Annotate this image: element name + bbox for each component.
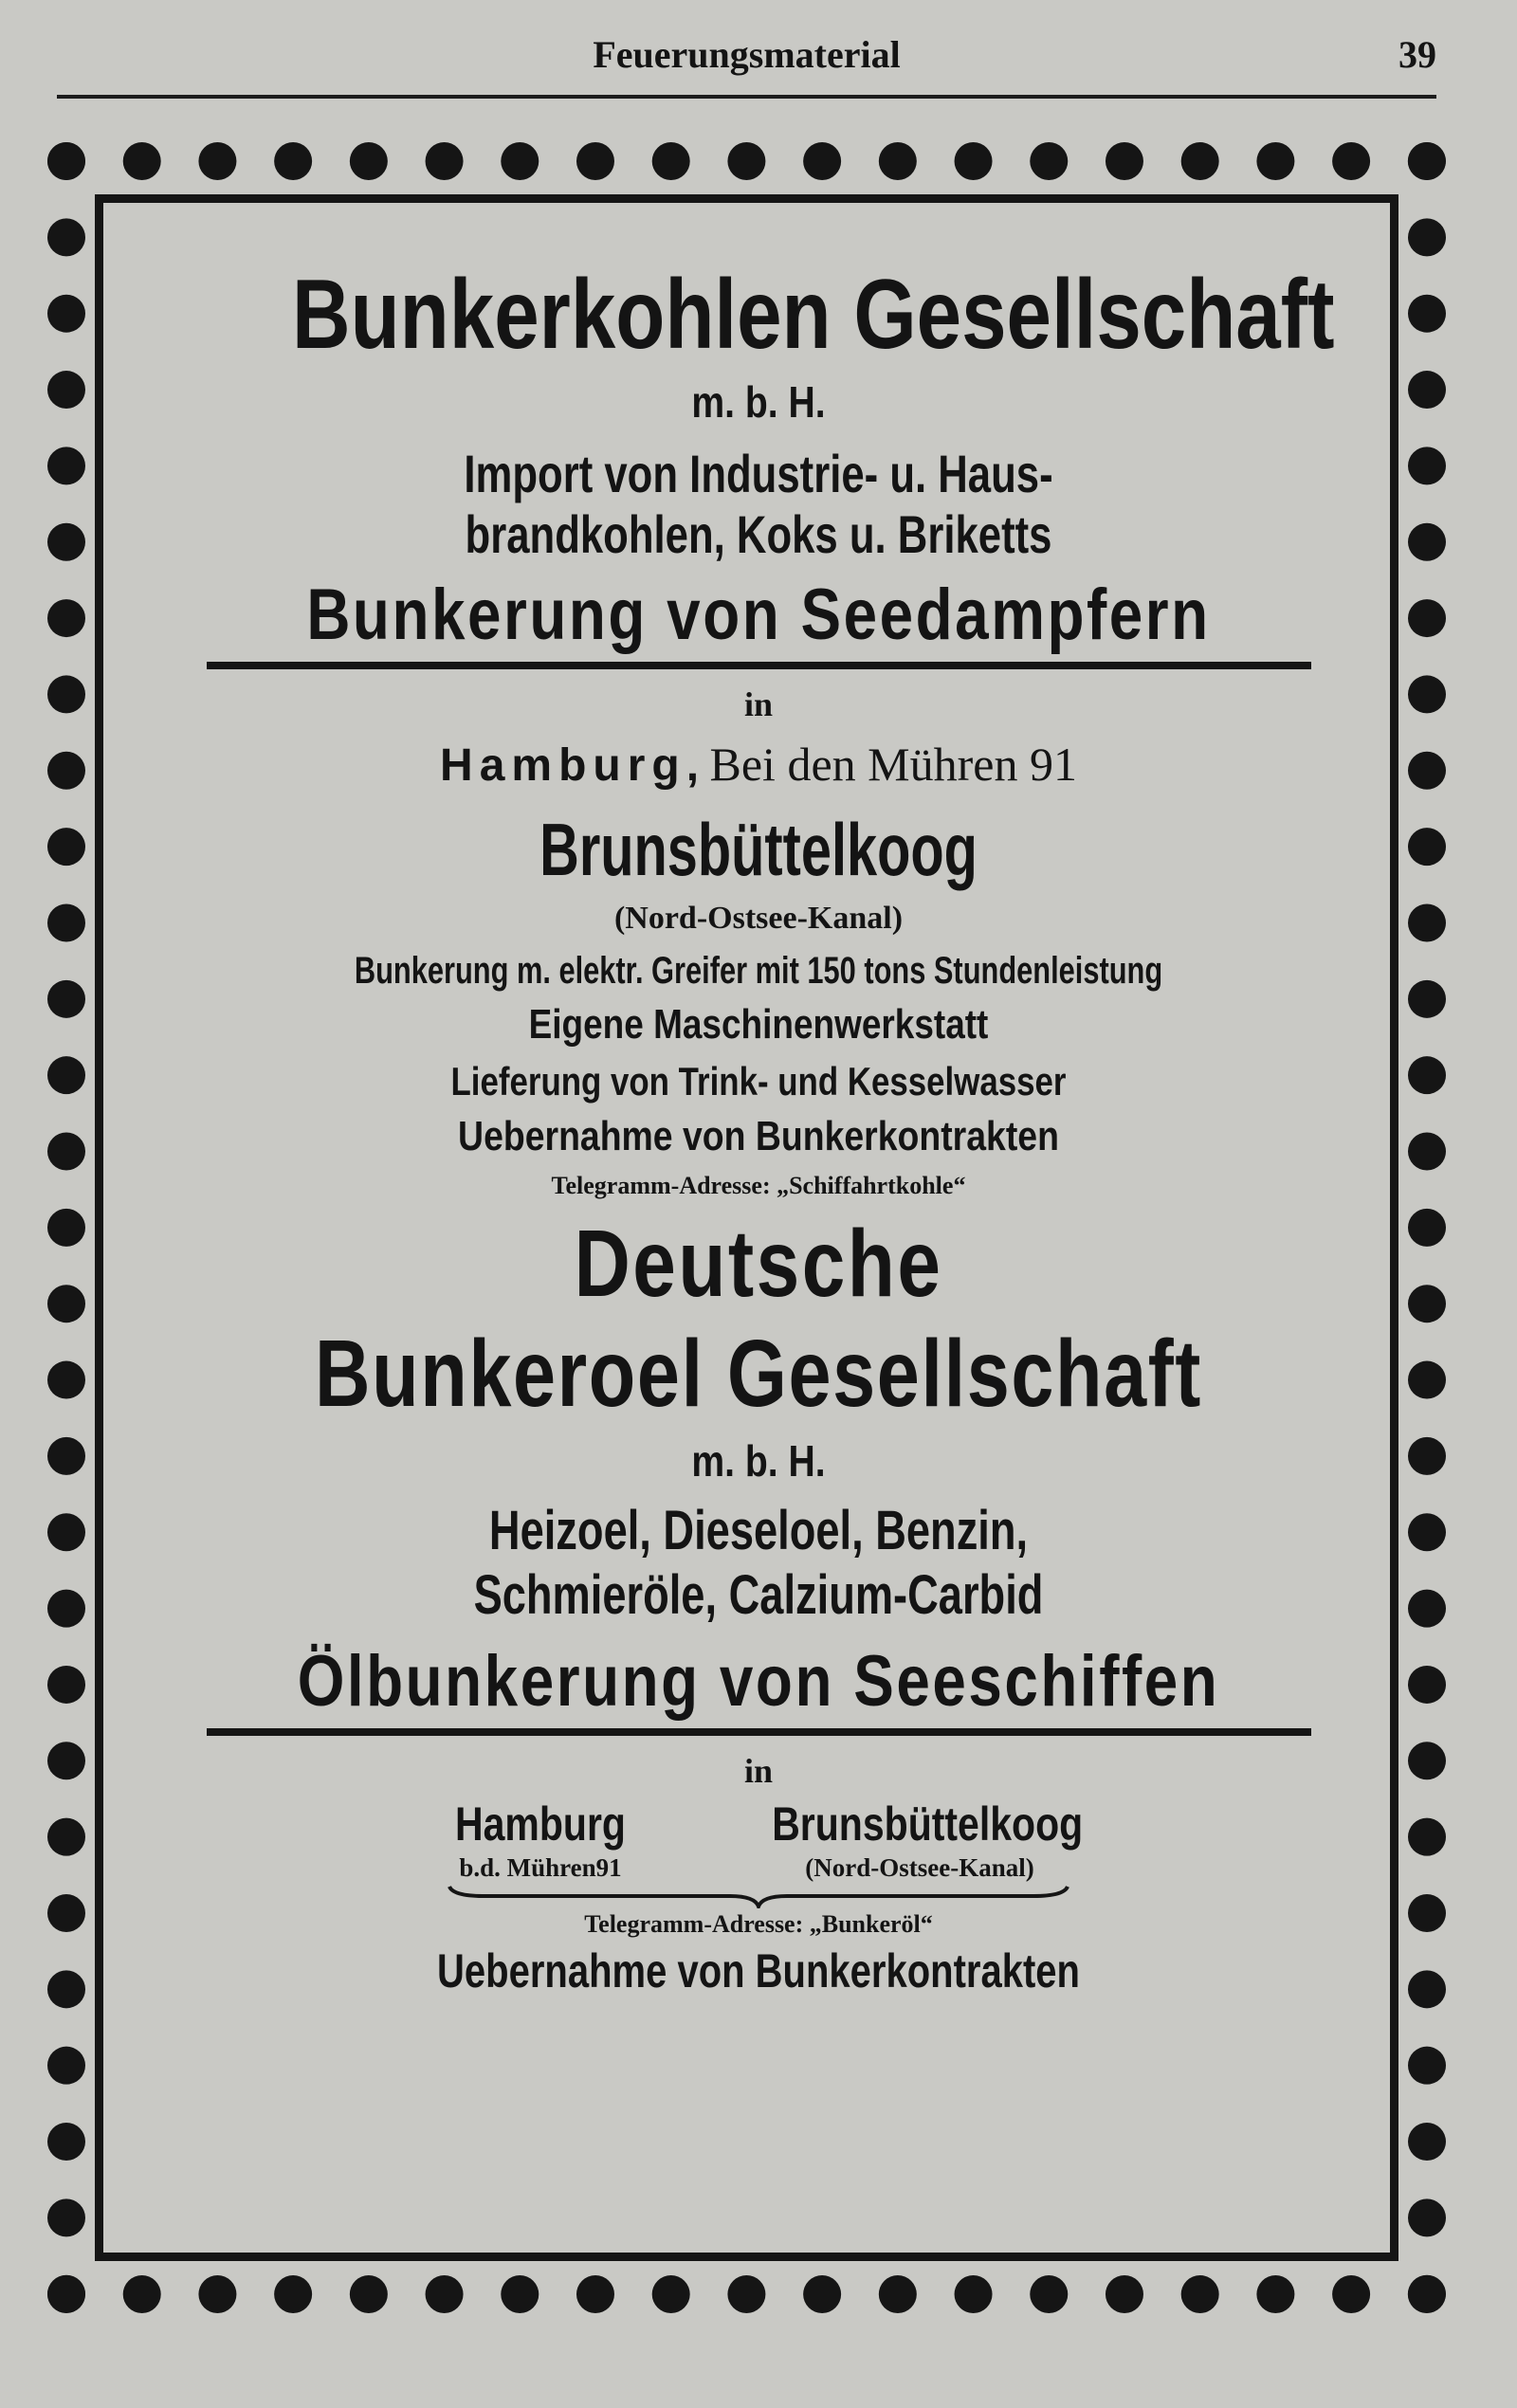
ad2-company-line-2: Bunkeroel Gesellschaft (315, 1321, 1202, 1427)
ad2-in-word: in (743, 1752, 774, 1790)
ad2-location-1-city: Hamburg (455, 1797, 626, 1851)
running-title: Feuerungsmaterial (593, 33, 901, 76)
ad1-feature-1: Bunkerung m. elektr. Greifer mit 150 tons Stundenleistung (354, 950, 1163, 992)
ad1-feature-2: Eigene Maschinenwerkstatt (528, 1001, 989, 1048)
ad2-closing-line: Uebernahme von Bunkerkontrakten (437, 1944, 1080, 1998)
advertisement-body (190, 256, 1335, 1999)
ad1-feature-4: Uebernahme von Bunkerkontrakten (458, 1113, 1059, 1159)
page-header (57, 27, 1436, 99)
ad2-locations-brace (446, 1884, 1071, 1908)
ad1-in-word: in (743, 685, 774, 723)
ad2-company-line-1: Deutsche (574, 1211, 943, 1317)
ad1-service-heading: Bunkerung von Seedampfern (306, 575, 1211, 655)
ad2-location-hamburg (417, 1797, 664, 1884)
ad2-location-2-city: Brunsbüttelkoog (772, 1797, 1084, 1851)
ad2-products-line-2: Schmieröle, Calzium-Carbid (473, 1564, 1044, 1626)
ad2-legal-form: m. b. H. (691, 1436, 826, 1486)
ad1-heading-rule (207, 662, 1311, 669)
ad2-location-2-note: (Nord-Ostsee-Kanal) (805, 1853, 1034, 1882)
ad2-location-brunsbuettelkoog (740, 1797, 1100, 1884)
ad2-service-heading: Ölbunkerung von Seeschiffen (297, 1641, 1220, 1722)
ad1-company-name: Bunkerkohlen Gesellschaft (292, 260, 1335, 370)
ad1-feature-3: Lieferung von Trink- und Kesselwasser (450, 1059, 1067, 1104)
ad1-telegram-address: Telegramm-Adresse: „Schiffahrtkohle“ (551, 1172, 966, 1199)
ad2-telegram-address: Telegramm-Adresse: „Bunkeröl“ (584, 1910, 933, 1938)
ad1-legal-form: m. b. H. (691, 377, 826, 427)
ad2-products-line-1: Heizoel, Dieseloel, Benzin, (488, 1500, 1029, 1561)
ad1-hamburg-city: Hamburg, (440, 740, 706, 791)
ad1-second-location: Brunsbüttelkoog (539, 808, 978, 891)
ad1-hamburg-line (190, 736, 1327, 805)
ad1-hamburg-address: Bei den Mühren 91 (709, 738, 1077, 791)
ad2-heading-rule (207, 1728, 1311, 1736)
page-number: 39 (1398, 33, 1436, 76)
ad2-locations (190, 1797, 1327, 1884)
ad1-import-line-1: Import von Industrie- u. Haus- (464, 444, 1053, 503)
ad1-canal-note: (Nord-Ostsee-Kanal) (613, 901, 904, 936)
ad2-location-1-address: b.d. Mühren91 (459, 1853, 622, 1882)
ad1-import-line-2: brandkohlen, Koks u. Briketts (465, 504, 1052, 564)
